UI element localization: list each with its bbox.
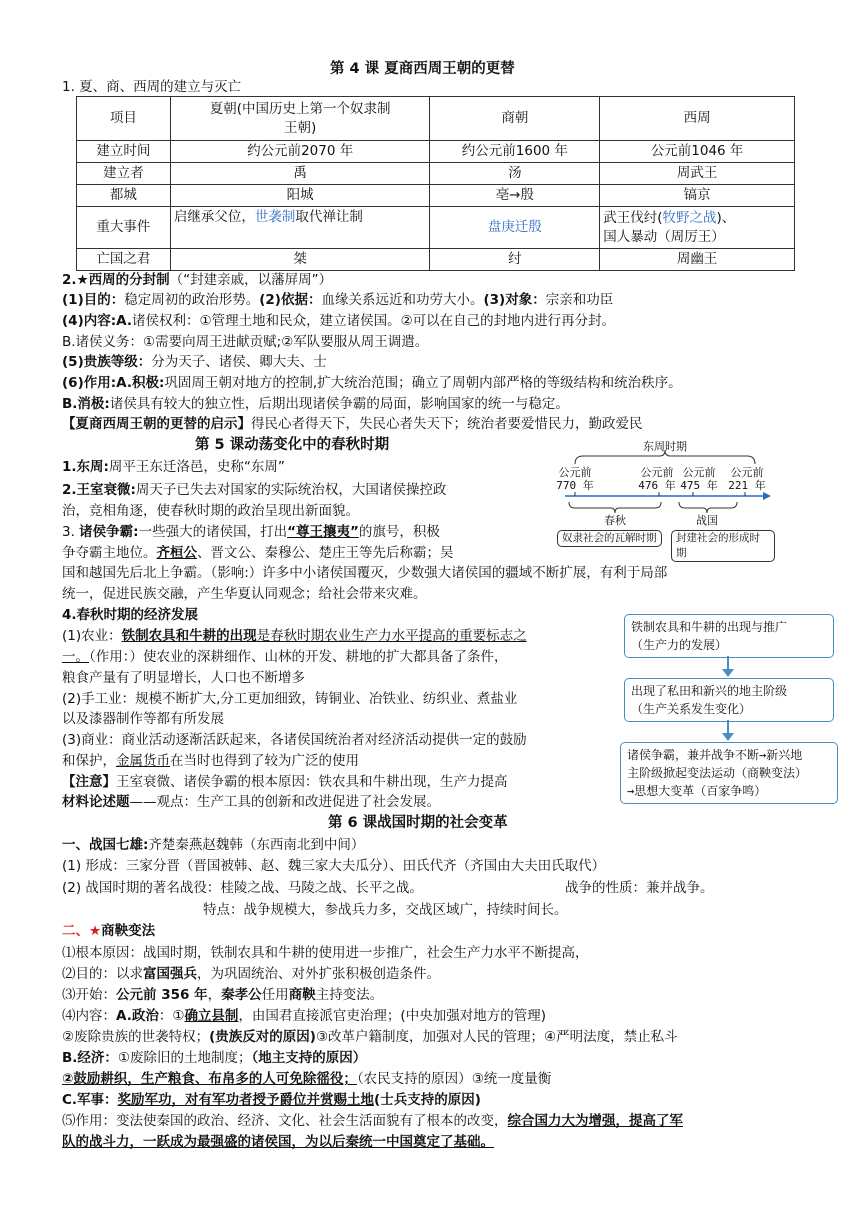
text: （农民支持的原因） bbox=[356, 1071, 472, 1087]
text-line bbox=[62, 964, 440, 984]
text: 一些强大的诸侯国，打出 bbox=[138, 524, 288, 540]
keyword: 确立县制 bbox=[184, 1008, 239, 1024]
text: ，由国君直接派官吏治理；(中央加强对地方的管理) bbox=[238, 1008, 546, 1024]
keyword: 齐桓公 bbox=[156, 545, 197, 561]
heading-text: 2.★西周的分封制 bbox=[62, 272, 170, 288]
text-line: 统一，促进民族交融，产生华夏认同观念；给社会带来灾难。 bbox=[62, 586, 427, 602]
cell-keyword: 世袭制 bbox=[254, 209, 296, 225]
text: ②废除贵族的世袭特权； bbox=[62, 1029, 210, 1045]
text-line: 战争的性质：兼并战争。 bbox=[565, 880, 714, 896]
text-line bbox=[62, 1048, 366, 1068]
label: B.经济： bbox=[62, 1050, 118, 1066]
text: 巩固周王朝对地方的控制,扩大统治范围；确立了周朝内部严格的等级结构和统治秩序。 bbox=[164, 375, 682, 391]
lesson6-title: 第 6 课战国时期的社会变革 bbox=[328, 815, 508, 831]
brace-zhanguo bbox=[679, 502, 737, 513]
text-line bbox=[62, 1006, 546, 1026]
heading-number: 二、★ bbox=[62, 923, 102, 939]
table-cell: 建立者 bbox=[77, 163, 171, 185]
table-row bbox=[77, 207, 795, 249]
keyword: （地主支持的原因） bbox=[251, 1050, 367, 1066]
table-cell: 纣 bbox=[430, 249, 600, 271]
heading-text: 商鞅变法 bbox=[101, 923, 156, 939]
label: (3)对象： bbox=[483, 292, 546, 308]
table-header-text: 王朝) bbox=[284, 119, 317, 136]
table-cell: 重大事件 bbox=[77, 207, 171, 249]
cell-text: )、 bbox=[716, 209, 736, 226]
text: ⑷内容： bbox=[62, 1008, 116, 1024]
text-line bbox=[62, 522, 440, 542]
label: (2)依据： bbox=[259, 292, 322, 308]
text: 宗亲和功臣 bbox=[545, 292, 614, 308]
table-cell: 约公元前1600 年 bbox=[430, 141, 600, 163]
text: 稳定周初的政治形势。 bbox=[124, 292, 260, 308]
table-row bbox=[77, 163, 795, 185]
text: (1)农业： bbox=[62, 628, 122, 644]
flow-text: 出现了私田和新兴的地主阶级 bbox=[631, 684, 788, 698]
label: 诸侯争霸: bbox=[79, 524, 139, 540]
tl-year: 221 年 bbox=[728, 479, 766, 492]
text-line: (2) 战国时期的著名战役：桂陵之战、马陵之战、长平之战。 bbox=[62, 880, 423, 896]
text: 是春秋时期农业生产力水平提高的重要标志之 bbox=[256, 628, 527, 644]
table-cell: 桀 bbox=[170, 249, 430, 271]
text: 分为天子、诸侯、卿大夫、士 bbox=[151, 354, 327, 370]
flow-arrow-2 bbox=[718, 720, 738, 742]
text-line bbox=[62, 414, 643, 434]
table-cell: 周幽王 bbox=[600, 249, 795, 271]
table-header-cell: 项目 bbox=[77, 97, 171, 141]
text-line bbox=[62, 835, 364, 855]
tl-text: 公元前 bbox=[682, 466, 716, 479]
table-cell: 亡国之君 bbox=[77, 249, 171, 271]
tl-year: 770 年 bbox=[556, 479, 594, 492]
table-cell: 禹 bbox=[170, 163, 430, 185]
keyword: 秦孝公 bbox=[221, 987, 262, 1003]
section-heading: 4.春秋时期的经济发展 bbox=[62, 607, 199, 623]
text-line bbox=[62, 985, 383, 1005]
dynasty-table bbox=[76, 96, 795, 271]
timeline-label bbox=[727, 466, 767, 492]
text-line: 粮食产量有了明显增长，人口也不断增多 bbox=[62, 670, 305, 686]
lesson4-title: 第 4 课 夏商西周王朝的更替 bbox=[330, 61, 515, 77]
keyword: (贵族反对的原因) bbox=[209, 1029, 316, 1045]
label: (1)目的： bbox=[62, 292, 125, 308]
table-cell: 阳城 bbox=[170, 185, 430, 207]
period-chunqiu: 春秋 bbox=[604, 514, 626, 527]
text: 周天子已失去对国家的实际统治权，大国诸侯操控政 bbox=[135, 482, 447, 498]
text-line bbox=[62, 290, 613, 310]
text-line bbox=[62, 480, 446, 500]
table-cell: 都城 bbox=[77, 185, 171, 207]
text-line: (1) 形成：三家分晋（晋国被韩、赵、魏三家大夫瓜分）、田氏代齐（齐国由大夫田氏取代） bbox=[62, 858, 606, 874]
text-line bbox=[62, 1111, 683, 1131]
flow-box-productivity bbox=[624, 614, 834, 658]
label: A.政治 bbox=[116, 1008, 159, 1024]
period-desc-zhanguo: 封建社会的形成时期 bbox=[671, 530, 775, 562]
section-heading bbox=[62, 270, 332, 290]
text: 任用 bbox=[261, 987, 289, 1003]
eastern-zhou-timeline bbox=[555, 440, 775, 559]
table-cell: 亳→殷 bbox=[430, 185, 600, 207]
keyword: 商鞅 bbox=[288, 987, 316, 1003]
text: 血缘关系远近和功劳大小。 bbox=[321, 292, 484, 308]
table-header-cell bbox=[170, 97, 430, 141]
timeline-label bbox=[679, 466, 719, 492]
timeline-label bbox=[637, 466, 677, 492]
timeline-label bbox=[555, 466, 595, 492]
text-line bbox=[62, 1069, 551, 1089]
table-cell: 周武王 bbox=[600, 163, 795, 185]
text: ，为巩固统治、对外扩张积极创造条件。 bbox=[197, 966, 440, 982]
table-header-text: 夏朝(中国历史上第一个奴隶制 bbox=[209, 100, 391, 117]
cell-text: 启继承父位， bbox=[173, 209, 255, 225]
text: 和保护， bbox=[62, 753, 116, 769]
text: 3. bbox=[62, 524, 80, 540]
table-row bbox=[77, 185, 795, 207]
keyword: 金属货币 bbox=[116, 753, 170, 769]
flow-text: （生产力的发展） bbox=[631, 638, 728, 652]
label: 一、战国七雄: bbox=[62, 837, 149, 853]
text: 一。 bbox=[62, 649, 89, 665]
text: 的旗号，积极 bbox=[358, 524, 440, 540]
keyword: 奖励军功，对有军功者授予爵位并赏赐土地 bbox=[117, 1092, 375, 1108]
section-heading bbox=[62, 921, 155, 941]
table-cell: 镐京 bbox=[600, 185, 795, 207]
keyword: “尊王攘夷” bbox=[287, 524, 359, 540]
label: B.消极: bbox=[62, 396, 110, 412]
text-line bbox=[62, 772, 508, 792]
label: 1.东周: bbox=[62, 459, 109, 475]
timeline-title: 东周时期 bbox=[643, 440, 687, 453]
text-line bbox=[62, 311, 615, 331]
keyword: 综合国力大为增强，提高了军 bbox=[507, 1113, 683, 1129]
text: ①废除旧的土地制度； bbox=[117, 1050, 252, 1066]
text: 王室衰微、诸侯争霸的根本原因：铁农具和牛耕出现，生产力提高 bbox=[116, 774, 508, 790]
label: C.军事： bbox=[62, 1092, 118, 1108]
text: ， bbox=[207, 987, 222, 1003]
table-cell: 约公元前2070 年 bbox=[170, 141, 430, 163]
brace-chunqiu bbox=[569, 502, 661, 513]
text-line bbox=[62, 394, 569, 414]
table-cell bbox=[170, 207, 430, 249]
text-line bbox=[62, 647, 508, 667]
table-cell: 建立时间 bbox=[77, 141, 171, 163]
text-line bbox=[62, 373, 682, 393]
text-line: 国和越国先后北上争霸。（影响:）许多中小诸侯国覆灭，少数强大诸侯国的疆域不断扩展，有利于局部 bbox=[62, 565, 668, 581]
table-row bbox=[77, 141, 795, 163]
text-line bbox=[62, 352, 327, 372]
text: （作用：）使农业的深耕细作、山林的开发、耕地的扩大都具备了条件， bbox=[89, 649, 508, 665]
label: 材料论述题 bbox=[62, 794, 130, 810]
cell-keyword: 牧野之战 bbox=[662, 209, 717, 226]
text-line bbox=[62, 1090, 481, 1110]
text: 主持变法。 bbox=[315, 987, 384, 1003]
keyword: (士兵支持的原因) bbox=[374, 1092, 481, 1108]
flow-box-relations bbox=[624, 678, 834, 722]
period-desc-chunqiu: 奴隶社会的瓦解时期 bbox=[557, 530, 662, 547]
text-line: 队的战斗力，一跃成为最强盛的诸侯国，为以后秦统一中国奠定了基础。 bbox=[62, 1134, 494, 1150]
text-line: 以及漆器制作等都有所发展 bbox=[62, 711, 224, 727]
text: 在当时也得到了较为广泛的使用 bbox=[170, 753, 359, 769]
text: ③统一度量衡 bbox=[471, 1071, 552, 1087]
flow-text: 诸侯争霸，兼并战争不断→新兴地 bbox=[627, 748, 803, 762]
text-line: 特点：战争规模大，参战兵力多，交战区域广，持续时间长。 bbox=[203, 902, 568, 918]
text-line bbox=[62, 457, 285, 477]
text-line bbox=[62, 1027, 678, 1047]
label: (5)贵族等级： bbox=[62, 354, 152, 370]
table-cell: 公元前1046 年 bbox=[600, 141, 795, 163]
tl-year: 476 年 bbox=[638, 479, 676, 492]
text: ⑵目的：以求 bbox=[62, 966, 143, 982]
table-row bbox=[77, 249, 795, 271]
label: 2.王室衰微: bbox=[62, 482, 136, 498]
text: 周平王东迁洛邑，史称“东周” bbox=[108, 459, 285, 475]
text-line: 治，竞相角逐，使春秋时期的政治呈现出新面貌。 bbox=[62, 503, 359, 519]
text: 、晋文公、秦穆公、楚庄王等先后称霸；吴 bbox=[197, 545, 454, 561]
text: ③改革户籍制度，加强对人民的管理；④严明法度，禁止私斗 bbox=[315, 1029, 678, 1045]
table-header-row bbox=[77, 97, 795, 141]
heading-note: （“封建亲戚，以藩屏周”） bbox=[169, 272, 333, 288]
tl-text: 公元前 bbox=[558, 466, 592, 479]
brace-top bbox=[575, 450, 755, 464]
label: (6)作用:A.积极: bbox=[62, 375, 165, 391]
text: ：① bbox=[158, 1008, 185, 1024]
text: ⑶开始： bbox=[62, 987, 116, 1003]
tl-text: 公元前 bbox=[730, 466, 764, 479]
text-line: (3)商业：商业活动逐渐活跃起来，各诸侯国统治者对经济活动提供一定的鼓励 bbox=[62, 732, 527, 748]
keyword: 铁制农具和牛耕的出现 bbox=[121, 628, 257, 644]
cell-text: 武王伐纣( bbox=[603, 209, 663, 226]
tl-year: 475 年 bbox=[680, 479, 718, 492]
text: 齐楚秦燕赵魏韩（东西南北到中间） bbox=[148, 837, 365, 853]
text: ——观点：生产工具的创新和改进促进了社会发展。 bbox=[129, 794, 440, 810]
text-line bbox=[62, 792, 440, 812]
cell-text: 取代禅让制 bbox=[295, 209, 363, 225]
timeline-arrowhead bbox=[763, 492, 771, 500]
text-line bbox=[62, 751, 359, 771]
table-header-cell: 西周 bbox=[600, 97, 795, 141]
keyword: 公元前 356 年 bbox=[116, 987, 208, 1003]
flow-text: 铁制农具和牛耕的出现与推广 bbox=[631, 620, 788, 634]
table-cell bbox=[600, 207, 795, 249]
table-cell: 汤 bbox=[430, 163, 600, 185]
flow-text: （生产关系发生变化） bbox=[631, 702, 752, 716]
text: 争夺霸主地位。 bbox=[62, 545, 157, 561]
section-heading: 1. 夏、商、西周的建立与灭亡 bbox=[62, 79, 242, 95]
tl-text: 公元前 bbox=[640, 466, 674, 479]
keyword: 富国强兵 bbox=[143, 966, 197, 982]
table-cell: 盘庚迁殷 bbox=[430, 207, 600, 249]
lesson5-title: 第 5 课动荡变化中的春秋时期 bbox=[195, 437, 390, 453]
period-zhanguo: 战国 bbox=[696, 514, 718, 527]
label: (4)内容:A. bbox=[62, 313, 132, 329]
flow-box-changes bbox=[620, 742, 838, 804]
flow-text: →思想大变革（百家争鸣） bbox=[627, 784, 767, 798]
text-line: ⑴根本原因：战国时期，铁制农具和牛耕的使用进一步推广，社会生产力水平不断提高， bbox=[62, 945, 589, 961]
text: 诸侯具有较大的独立性，后期出现诸侯争霸的局面，影响国家的统一与稳定。 bbox=[109, 396, 569, 412]
text-line: (2)手工业：规模不断扩大,分工更加细致，铸铜业、冶铁业、纺织业、煮盐业 bbox=[62, 691, 518, 707]
text-line bbox=[62, 626, 527, 646]
text-line: B.诸侯义务：①需要向周王进献贡赋;②军队要服从周王调遣。 bbox=[62, 334, 429, 350]
label: 【注意】 bbox=[62, 774, 116, 790]
flow-arrow-1 bbox=[718, 656, 738, 678]
text: ⑸作用：变法使秦国的政治、经济、文化、社会生活面貌有了根本的改变， bbox=[62, 1113, 508, 1129]
text: 诸侯权利：①管理土地和民众，建立诸侯国。②可以在自己的封地内进行再分封。 bbox=[131, 313, 616, 329]
label: 【夏商西周王朝的更替的启示】 bbox=[62, 416, 251, 432]
flow-text: 主阶级掀起变法运动（商鞅变法） bbox=[627, 766, 808, 780]
keyword: ②鼓励耕织，生产粮食、布帛多的人可免除徭役； bbox=[62, 1071, 357, 1087]
cell-text: 国人暴动（周厉王） bbox=[603, 228, 725, 245]
text: 得民心者得天下，失民心者失天下；统治者要爱惜民力，勤政爱民 bbox=[251, 416, 643, 432]
table-header-cell: 商朝 bbox=[430, 97, 600, 141]
text-line bbox=[62, 543, 454, 563]
